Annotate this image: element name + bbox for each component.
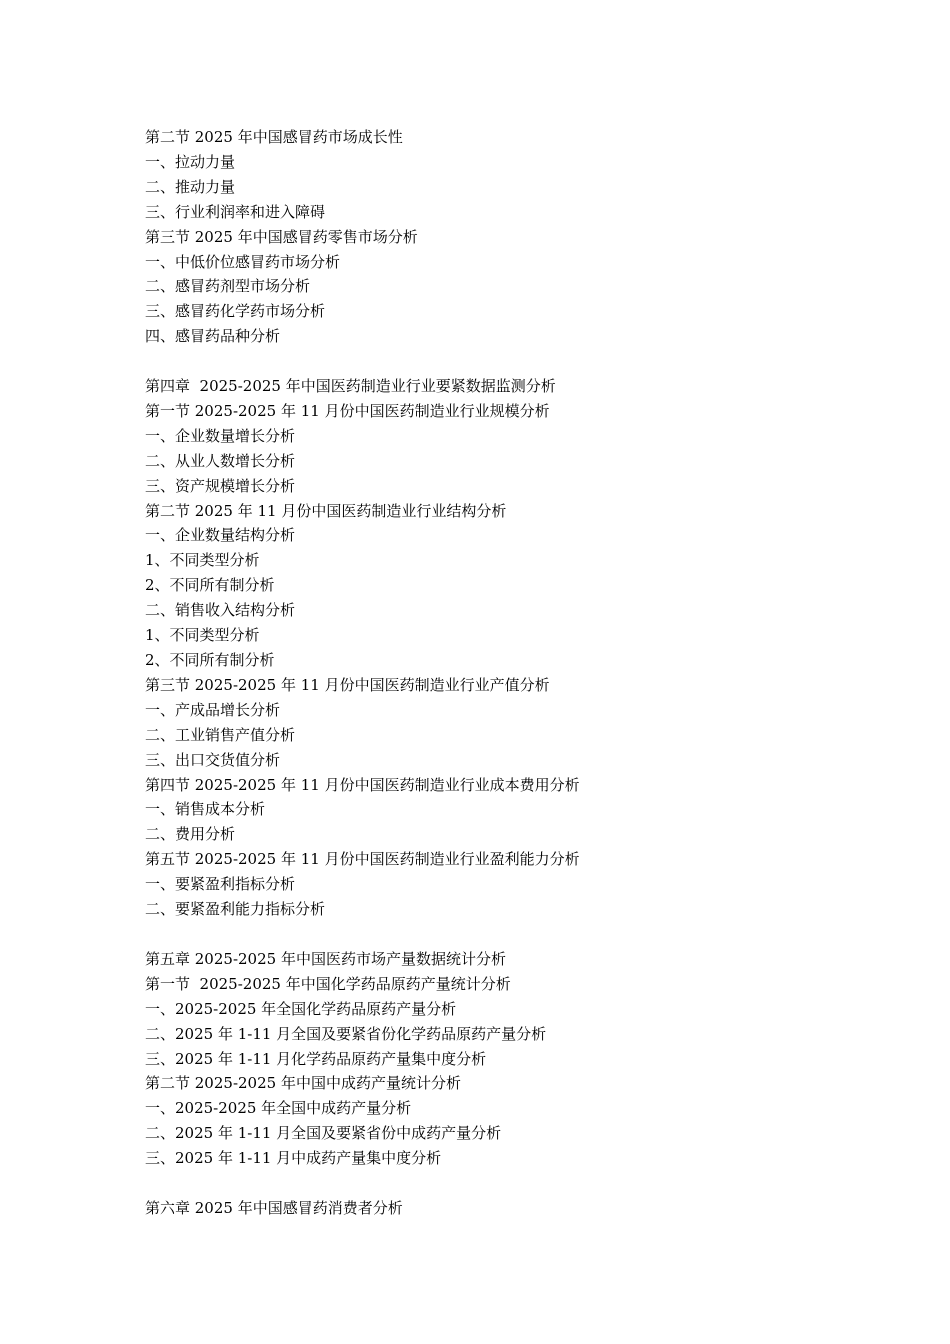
- toc-line: 二、费用分析: [145, 825, 236, 844]
- toc-line: 一、产成品增长分析: [145, 700, 281, 719]
- document-page: [145, 125, 865, 1221]
- toc-line: 一、2025-2025 年全国中成药产量分析: [145, 1099, 412, 1118]
- toc-line: 第二节 2025 年中国感冒药市场成长性: [145, 128, 403, 146]
- toc-line: 三、资产规模增长分析: [145, 476, 296, 495]
- chapter-heading: 第六章 2025 年中国感冒药消费者分析: [145, 1198, 403, 1217]
- toc-line: 一、中低价位感冒药市场分析: [145, 252, 341, 271]
- chapter-heading: 第五章 2025-2025 年中国医药市场产量数据统计分析: [145, 949, 506, 968]
- toc-line: 2、不同所有制分析: [145, 576, 275, 595]
- toc-line: 二、2025 年 1-11 月全国及要紧省份化学药品原药产量分析: [145, 1024, 547, 1043]
- toc-line: 二、2025 年 1-11 月全国及要紧省份中成药产量分析: [145, 1124, 502, 1143]
- toc-line: 二、工业销售产值分析: [145, 725, 296, 744]
- toc-line: 第四节 2025-2025 年 11 月份中国医药制造业行业成本费用分析: [145, 775, 580, 794]
- toc-line: 三、出口交货值分析: [145, 750, 281, 769]
- toc-line: 三、2025 年 1-11 月中成药产量集中度分析: [145, 1149, 442, 1168]
- toc-line: 一、销售成本分析: [145, 800, 266, 819]
- toc-line: 第二节 2025 年 11 月份中国医药制造业行业结构分析: [145, 501, 507, 520]
- toc-line: 第三节 2025 年中国感冒药零售市场分析: [145, 227, 418, 246]
- toc-line: 1、不同类型分析: [145, 551, 260, 570]
- toc-line: 三、2025 年 1-11 月化学药品原药产量集中度分析: [145, 1049, 487, 1068]
- blank-line: [145, 1171, 865, 1196]
- toc-line: 二、销售收入结构分析: [145, 601, 296, 620]
- toc-line: 一、企业数量增长分析: [145, 426, 296, 445]
- chapter-heading: 第四章 2025-2025 年中国医药制造业行业要紧数据监测分析: [145, 377, 556, 396]
- blank-line: [145, 349, 865, 374]
- toc-line: 第三节 2025-2025 年 11 月份中国医药制造业行业产值分析: [145, 675, 550, 694]
- toc-line: 第一节 2025-2025 年 11 月份中国医药制造业行业规模分析: [145, 401, 550, 420]
- toc-line: 第五节 2025-2025 年 11 月份中国医药制造业行业盈利能力分析: [145, 850, 580, 869]
- toc-line: 二、推动力量: [145, 177, 236, 196]
- toc-line: 一、要紧盈利指标分析: [145, 875, 296, 894]
- toc-line: 2、不同所有制分析: [145, 651, 275, 670]
- toc-line: 三、行业利润率和进入障碍: [145, 202, 326, 221]
- toc-line: 二、感冒药剂型市场分析: [145, 277, 311, 296]
- toc-line: 二、要紧盈利能力指标分析: [145, 900, 326, 919]
- toc-line: 二、从业人数增长分析: [145, 451, 296, 470]
- toc-line: 四、感冒药品种分析: [145, 327, 281, 346]
- toc-line: 第二节 2025-2025 年中国中成药产量统计分析: [145, 1074, 461, 1093]
- toc-line: 一、企业数量结构分析: [145, 526, 296, 545]
- toc-line: 一、2025-2025 年全国化学药品原药产量分析: [145, 999, 457, 1018]
- blank-line: [145, 922, 865, 947]
- toc-line: 三、感冒药化学药市场分析: [145, 302, 326, 321]
- toc-line: 第一节 2025-2025 年中国化学药品原药产量统计分析: [145, 974, 511, 993]
- toc-line: 1、不同类型分析: [145, 626, 260, 645]
- toc-line: 一、拉动力量: [145, 152, 236, 171]
